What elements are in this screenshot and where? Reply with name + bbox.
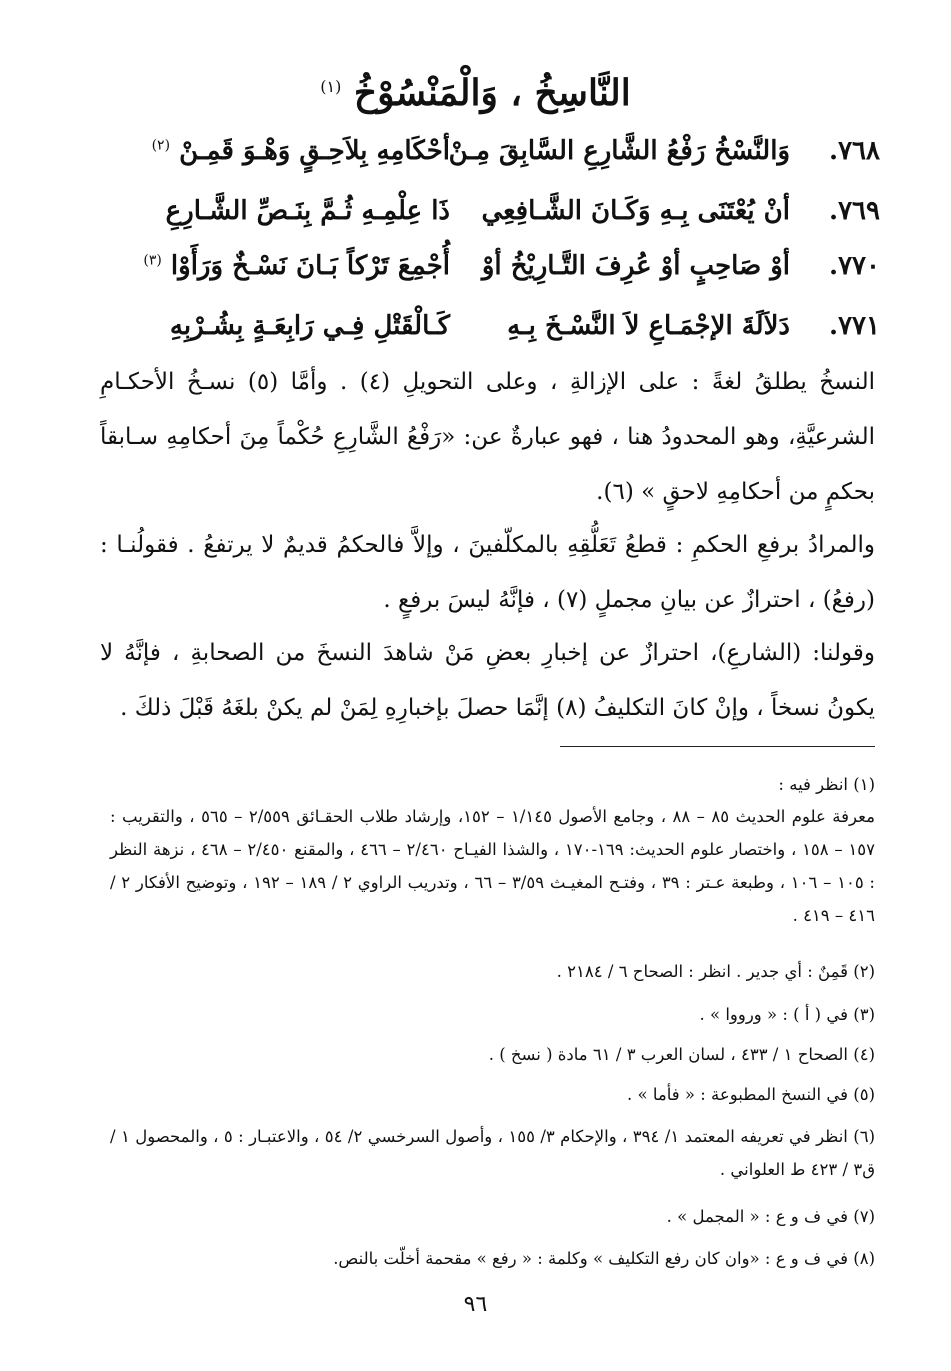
footnote-7: (٧) في ف و ع : « المجمل » . [666, 1207, 875, 1226]
footnote-ref: (٣) [143, 252, 162, 269]
verse-second-hemistich: ذَا عِلْمِـهِ ثُـمَّ بِنَـصِّ الشَّـارِعِ [165, 196, 450, 226]
page-number: ٩٦ [463, 1292, 488, 1317]
footnote-8: (٨) في ف و ع : «وان كان رفع التكليف » وكلمة : « رفع » مقحمة أخلّت بالنص. [333, 1249, 875, 1268]
verse-number: ٧٧١. [829, 311, 880, 341]
footnote-5: (٥) في النسخ المطبوعة : « فأما » . [627, 1085, 875, 1104]
footnote-4: (٤) الصحاح ١ / ٤٣٣ ، لسان العرب ٣ / ٦١ مادة ( نسخ ) . [488, 1045, 875, 1064]
verse-first-hemistich: أوْ صَاحِبٍ أوْ عُرِفَ التَّـارِيْخُ أوْ [481, 251, 790, 281]
verse-number: ٧٦٨. [829, 136, 880, 166]
paragraph-shari: وقولنا: (الشارعِ)، احترازٌ عن إخبارِ بعضِ مَنْ شاهدَ النسخَ من الصحابةِ ، فإنَّهُ لا يكونُ نسخاً ، وإنْ كانَ التكليفُ (٨) إنَّمَا حصلَ بإخبارِهِ لِمَنْ لم يكنْ بلغَهُ قَبْلَ ذلكَ . [100, 640, 875, 721]
verse-770 [110, 245, 880, 305]
footnote-2: (٢) قَمِنٌ : أي جدير . انظر : الصحاح ٦ / ٢١٨٤ . [556, 962, 875, 981]
title-footnote-ref: (١) [320, 77, 342, 96]
paragraph-definition: النسخُ يطلقُ لغةً : على الإزالةِ ، وعلى التحويلِ (٤) . وأمَّا (٥) نسـخُ الأحكـامِ الشرعيَّةِ، وهو المحدودُ هنا ، فهو عبارةٌ عن: «رَفْعُ الشَّارِعِ حُكْماً مِنَ أحكامِهِ سـابقاً بحكمٍ من أحكامِهِ لاحقٍ » (٦). [100, 369, 875, 505]
footnote-divider [560, 746, 875, 747]
chapter-title-text: النَّاسِخُ ، وَالْمَنْسُوْخُ [353, 72, 631, 114]
verse-769 [110, 190, 880, 250]
verse-first-hemistich: وَالنَّسْخُ رَفْعُ الشَّارِعِ السَّابِقَ مِـنْ [448, 136, 790, 166]
footnote-1-body: معرفة علوم الحديث ٨٥ – ٨٨ ، وجامع الأصول ١/١٤٥ – ١٥٢، وإرشاد طلاب الحقـائق ٢/٥٥٩ – ٥٦٥ ، والتقريب : ١٥٧ – ١٥٨ ، واختصار علوم الحديث: ١٦٩-١٧٠ ، والشذا الفيـاح ٢/٤٦٠ – ٤٦٦ ، والمقنع ٢/٤٥٠ – ٤٦٨ ، نزهة النظر : ١٠٥ – ١٠٦ ، وطبعة عـتر : ٣٩ ، وفتـح المغيـث ٣/٥٩ – ٦٦ ، وتدريب الراوي ٢ / ١٨٩ – ١٩٢ ، وتوضيح الأفكار ٢ / ٤١٦ – ٤١٩ . [110, 807, 875, 925]
footnote-6: (٦) انظر في تعريفه المعتمد ١/ ٣٩٤ ، والإحكام ٣/ ١٥٥ ، وأصول السرخسي ٢/ ٥٤ ، والاعتبـار : ٥ ، والمحصول ١ / ق٣ / ٤٢٣ ط العلواني . [110, 1127, 876, 1179]
verse-768 [110, 130, 880, 190]
chapter-title [0, 72, 951, 114]
paragraph-raf: والمرادُ برفعِ الحكمِ : قطعُ تَعَلُّقِهِ بالمكلّفينَ ، وإلاَّ فالحكمُ قديمٌ لا يرتفعُ . فقولُنـا : (رفعُ) ، احترازٌ عن بيانِ مجملٍ (٧) ، فإنَّهُ ليسَ برفعٍ . [100, 532, 875, 613]
verse-first-hemistich: دَلاَلَةَ الإجْمَـاعِ لاَ النَّسْـخَ بِـهِ [507, 311, 790, 341]
verse-second-hemistich: أحْكَامِهِ بِلاَحِـقٍ وَهْـوَ قَمِـنْ $^{(٢)}$ [151, 136, 450, 166]
footnote-3: (٣) في ( أ ) : « ورووا » . [699, 1005, 875, 1024]
footnote-ref: (٢) [151, 137, 171, 154]
verse-second-hemistich: كَـالْقَتْلِ فِـي رَابِعَـةٍ بِشُـرْبِهِ [169, 311, 450, 341]
verse-second-hemistich: أُجْمِعَ تَرْكاً بَـانَ نَسْـخٌ وَرَأَوْا $^{(٣)}$ [143, 251, 450, 281]
verse-number: ٧٦٩. [829, 196, 880, 226]
verse-first-hemistich: أنْ يُعْتَنَى بِـهِ وَكَـانَ الشَّـافِعِي [481, 196, 790, 226]
verse-number: ٧٧٠. [829, 251, 880, 281]
footnote-1-heading: (١) انظر فيه : [778, 775, 875, 794]
